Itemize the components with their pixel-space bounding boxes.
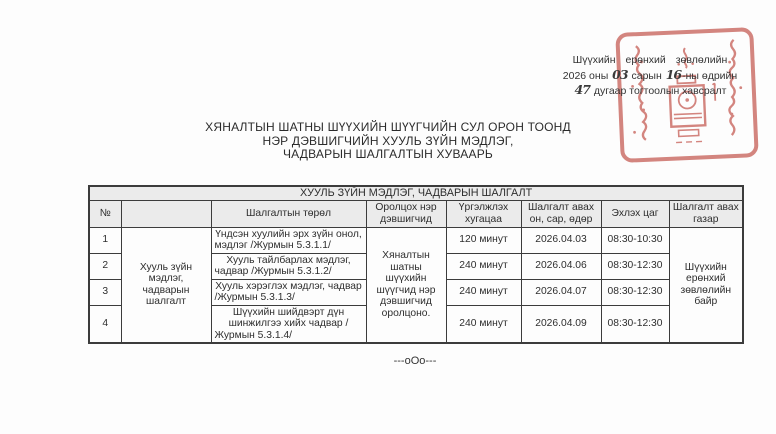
cell-duration: 120 минут	[446, 227, 521, 253]
table-header-row	[89, 200, 743, 227]
cell-venue-merged: Шүүхийн ерөнхий зөвлөлийн байр	[669, 227, 743, 343]
col-header-participants: Оролцох нэр дэвшигчид	[366, 200, 446, 227]
col-header-venue: Шалгалт авах газар	[669, 200, 743, 227]
table-caption: ХУУЛЬ ЗҮЙН МЭДЛЭГ, ЧАДВАРЫН ШАЛГАЛТ	[89, 186, 743, 200]
cell-date: 2026.04.03	[521, 227, 601, 253]
cell-duration: 240 минут	[446, 305, 521, 343]
cell-category-merged: Хууль зүйн мэдлэг, чадварын шалгалт	[121, 227, 211, 343]
annotation-line-2	[550, 68, 750, 84]
annotation-month-word: сарын	[631, 69, 662, 82]
cell-no: 3	[89, 279, 121, 305]
annotation-year-prefix: 2026 оны	[562, 69, 609, 82]
col-header-category	[121, 200, 211, 227]
cell-start-time: 08:30-12:30	[601, 279, 669, 305]
table-caption-row	[89, 186, 743, 200]
cell-duration: 240 минут	[446, 279, 521, 305]
cell-date: 2026.04.06	[521, 253, 601, 279]
col-header-date: Шалгалт авах он, сар, өдөр	[521, 200, 601, 227]
annotation-day-suffix: -ны өдрийн	[682, 69, 738, 82]
table-row	[89, 227, 743, 253]
cell-exam-type: Хууль тайлбарлах мэдлэг, чадвар /Журмын 5.3.1.2/	[211, 253, 366, 279]
handwritten-day: 16	[665, 66, 682, 82]
title-line-1: ХЯНАЛТЫН ШАТНЫ ШҮҮХИЙН ШҮҮГЧИЙН СУЛ ОРОН ТООНД	[205, 120, 571, 134]
cell-no: 1	[89, 227, 121, 253]
cell-exam-type: Шүүхийн шийдвэрт дүн шинжилгээ хийх чадвар /Журмын 5.3.1.4/	[211, 305, 366, 343]
cell-participants-merged: Хяналтын шатны шүүхийн шүүгчид нэр дэвшигчид оролцоно.	[366, 227, 446, 343]
cell-date: 2026.04.09	[521, 305, 601, 343]
annotation-line-3	[550, 83, 750, 99]
cell-no: 4	[89, 305, 121, 343]
handwritten-decree-number: 47	[574, 82, 590, 97]
approval-annotation	[550, 54, 750, 99]
cell-date: 2026.04.07	[521, 279, 601, 305]
annotation-line-1: Шүүхийн ерөнхий зөвлөлийн	[572, 54, 728, 66]
cell-start-time: 08:30-12:30	[601, 253, 669, 279]
col-header-no: №	[89, 200, 121, 227]
exam-schedule-table	[88, 185, 744, 344]
title-line-2: НЭР ДЭВШИГЧИЙН ХУУЛЬ ЗҮЙН МЭДЛЭГ,	[262, 133, 514, 148]
col-header-duration: Үргэлжлэх хугацаа	[446, 200, 521, 227]
col-header-start: Эхлэх цаг	[601, 200, 669, 227]
cell-duration: 240 минут	[446, 253, 521, 279]
handwritten-month: 03	[612, 66, 628, 82]
cell-start-time: 08:30-10:30	[601, 227, 669, 253]
cell-exam-type: Үндсэн хуулийн эрх зүйн онол, мэдлэг /Журмын 5.3.1.1/	[211, 227, 366, 253]
annotation-decree-text: дугаар тогтоолын хавсралт	[593, 85, 727, 97]
end-divider: ---оОо---	[393, 355, 437, 367]
col-header-type: Шалгалтын төрөл	[211, 200, 366, 227]
document-title	[0, 121, 776, 162]
cell-no: 2	[89, 253, 121, 279]
title-line-3: ЧАДВАРЫН ШАЛГАЛТЫН ХУВААРЬ	[282, 147, 493, 161]
cell-start-time: 08:30-12:30	[601, 305, 669, 343]
cell-exam-type: Хууль хэрэглэх мэдлэг, чадвар /Журмын 5.3.1.3/	[211, 279, 366, 305]
